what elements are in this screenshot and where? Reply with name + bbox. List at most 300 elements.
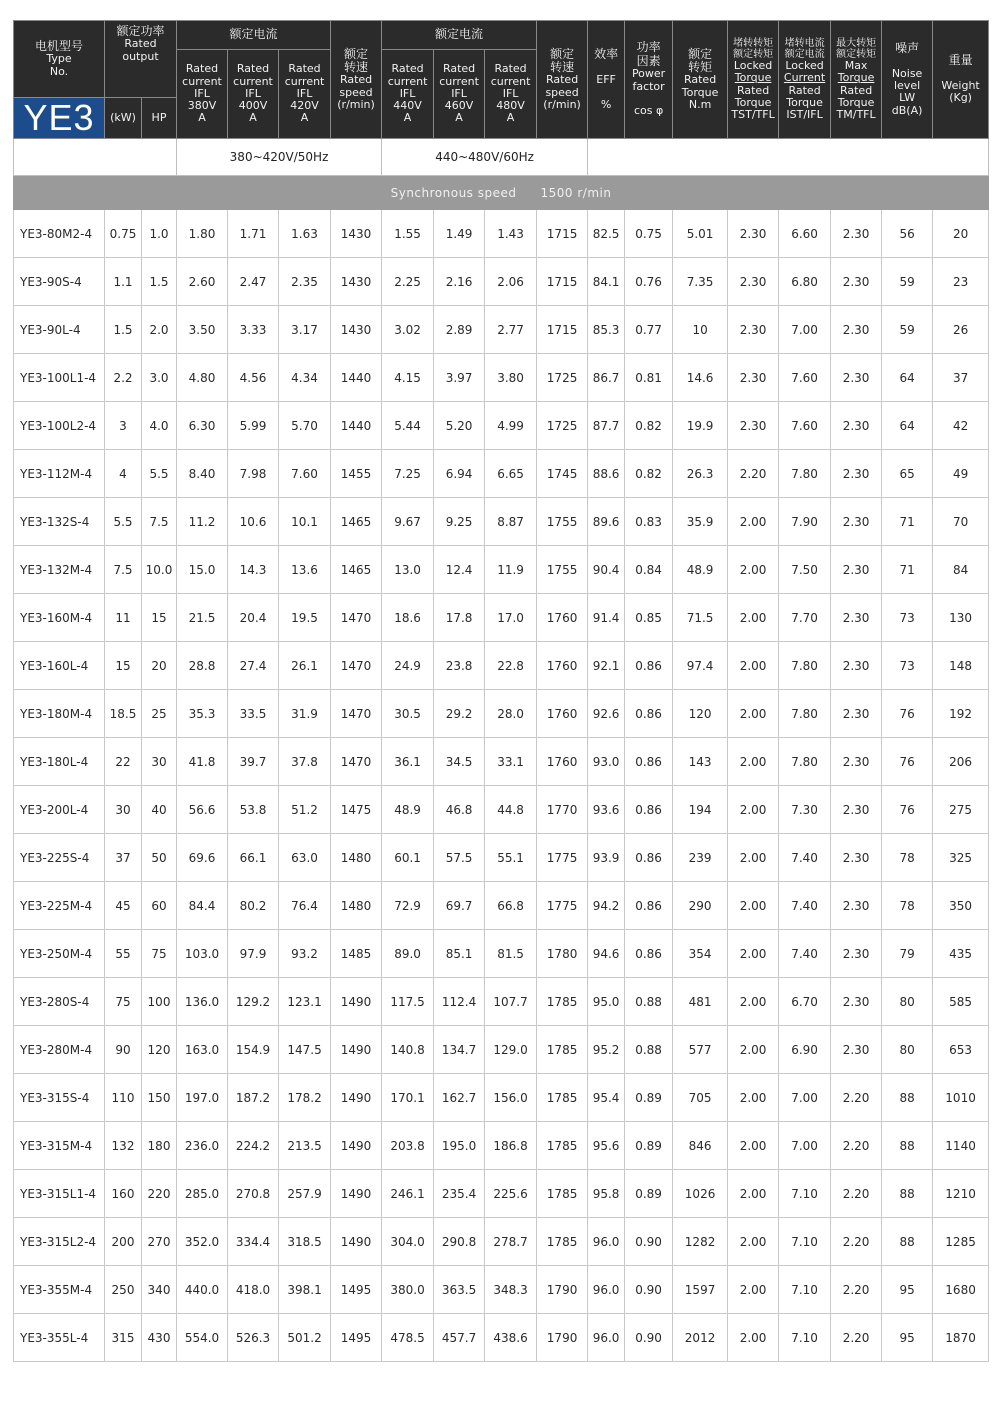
cell-tm_tfl: 2.30: [831, 834, 882, 882]
table-row: [14, 450, 989, 498]
cell-i460: 12.4: [434, 546, 485, 594]
cell-i440: 3.02: [382, 306, 434, 354]
cell-ist_ifl: 7.40: [779, 834, 831, 882]
cell-tst_tfl: 2.00: [728, 1314, 779, 1362]
cell-pf: 0.83: [625, 498, 673, 546]
spec-rows: [14, 210, 989, 1362]
cell-speed50: 1495: [331, 1266, 382, 1314]
cell-pf: 0.90: [625, 1266, 673, 1314]
cell-kw: 15: [105, 642, 142, 690]
cell-kw: 200: [105, 1218, 142, 1266]
header-current-400v: Rated current IFL 400V A: [228, 50, 279, 139]
cell-i480: 225.6: [485, 1170, 537, 1218]
cell-type: YE3-315L1-4: [14, 1170, 105, 1218]
cell-kw: 22: [105, 738, 142, 786]
cell-speed60: 1790: [537, 1266, 588, 1314]
cell-i400: 7.98: [228, 450, 279, 498]
cell-hp: 60: [142, 882, 177, 930]
cell-speed60: 1775: [537, 834, 588, 882]
cell-speed50: 1495: [331, 1314, 382, 1362]
cell-torque: 120: [673, 690, 728, 738]
cell-i460: 457.7: [434, 1314, 485, 1362]
cell-noise: 65: [882, 450, 933, 498]
cell-ist_ifl: 7.60: [779, 354, 831, 402]
cell-torque: 7.35: [673, 258, 728, 306]
table-row: [14, 306, 989, 354]
cell-weight: 1870: [933, 1314, 989, 1362]
table-row: [14, 834, 989, 882]
table-row: [14, 930, 989, 978]
cell-i440: 7.25: [382, 450, 434, 498]
cell-noise: 80: [882, 978, 933, 1026]
header-type: 电机型号 Type No.: [14, 21, 105, 98]
cell-kw: 0.75: [105, 210, 142, 258]
cell-pf: 0.86: [625, 642, 673, 690]
cell-i480: 11.9: [485, 546, 537, 594]
cell-i460: 17.8: [434, 594, 485, 642]
cell-ist_ifl: 7.70: [779, 594, 831, 642]
cell-i460: 69.7: [434, 882, 485, 930]
cell-i380: 28.8: [177, 642, 228, 690]
cell-eff: 96.0: [588, 1218, 625, 1266]
cell-hp: 25: [142, 690, 177, 738]
cell-i480: 2.06: [485, 258, 537, 306]
cell-pf: 0.88: [625, 1026, 673, 1074]
table-row: [14, 498, 989, 546]
series-logo-ye3: YE3: [14, 97, 105, 138]
cell-i420: 1.63: [279, 210, 331, 258]
cell-torque: 97.4: [673, 642, 728, 690]
cell-type: YE3-315M-4: [14, 1122, 105, 1170]
cell-speed50: 1470: [331, 642, 382, 690]
cell-ist_ifl: 6.70: [779, 978, 831, 1026]
subheader-blank-right: [588, 139, 989, 176]
cell-i400: 97.9: [228, 930, 279, 978]
cell-eff: 94.6: [588, 930, 625, 978]
cell-i420: 178.2: [279, 1074, 331, 1122]
cell-type: YE3-132M-4: [14, 546, 105, 594]
cell-weight: 1285: [933, 1218, 989, 1266]
cell-tm_tfl: 2.20: [831, 1266, 882, 1314]
cell-weight: 1010: [933, 1074, 989, 1122]
cell-speed50: 1430: [331, 258, 382, 306]
cell-torque: 143: [673, 738, 728, 786]
cell-torque: 10: [673, 306, 728, 354]
table-row: [14, 210, 989, 258]
cell-hp: 270: [142, 1218, 177, 1266]
cell-i440: 24.9: [382, 642, 434, 690]
cell-hp: 120: [142, 1026, 177, 1074]
cell-i400: 187.2: [228, 1074, 279, 1122]
cell-i420: 398.1: [279, 1266, 331, 1314]
cell-pf: 0.86: [625, 786, 673, 834]
cell-hp: 15: [142, 594, 177, 642]
cell-speed60: 1755: [537, 546, 588, 594]
cell-ist_ifl: 7.00: [779, 306, 831, 354]
cell-noise: 64: [882, 354, 933, 402]
cell-weight: 26: [933, 306, 989, 354]
cell-speed60: 1715: [537, 306, 588, 354]
table-row: [14, 978, 989, 1026]
cell-i380: 1.80: [177, 210, 228, 258]
cell-tst_tfl: 2.00: [728, 1266, 779, 1314]
cell-i480: 4.99: [485, 402, 537, 450]
cell-eff: 93.9: [588, 834, 625, 882]
cell-eff: 95.0: [588, 978, 625, 1026]
cell-i440: 140.8: [382, 1026, 434, 1074]
cell-i380: 103.0: [177, 930, 228, 978]
cell-speed60: 1760: [537, 642, 588, 690]
cell-ist_ifl: 7.80: [779, 450, 831, 498]
cell-i460: 290.8: [434, 1218, 485, 1266]
cell-pf: 0.86: [625, 738, 673, 786]
cell-ist_ifl: 7.40: [779, 930, 831, 978]
cell-i420: 13.6: [279, 546, 331, 594]
cell-kw: 3: [105, 402, 142, 450]
cell-i440: 13.0: [382, 546, 434, 594]
cell-speed50: 1490: [331, 1170, 382, 1218]
cell-kw: 90: [105, 1026, 142, 1074]
cell-i420: 31.9: [279, 690, 331, 738]
cell-type: YE3-160L-4: [14, 642, 105, 690]
cell-type: YE3-112M-4: [14, 450, 105, 498]
cell-noise: 76: [882, 690, 933, 738]
cell-hp: 4.0: [142, 402, 177, 450]
cell-speed50: 1480: [331, 882, 382, 930]
cell-speed60: 1785: [537, 1218, 588, 1266]
cell-type: YE3-132S-4: [14, 498, 105, 546]
motor-spec-sheet: [13, 20, 989, 1362]
cell-i460: 46.8: [434, 786, 485, 834]
cell-pf: 0.76: [625, 258, 673, 306]
cell-ist_ifl: 7.80: [779, 738, 831, 786]
cell-i420: 51.2: [279, 786, 331, 834]
cell-tm_tfl: 2.20: [831, 1122, 882, 1170]
cell-tst_tfl: 2.30: [728, 258, 779, 306]
cell-noise: 56: [882, 210, 933, 258]
cell-eff: 84.1: [588, 258, 625, 306]
cell-noise: 88: [882, 1170, 933, 1218]
cell-speed60: 1790: [537, 1314, 588, 1362]
cell-speed60: 1715: [537, 258, 588, 306]
cell-tst_tfl: 2.00: [728, 834, 779, 882]
cell-pf: 0.90: [625, 1314, 673, 1362]
header-current-460v: Rated current IFL 460V A: [434, 50, 485, 139]
cell-i400: 10.6: [228, 498, 279, 546]
cell-tm_tfl: 2.20: [831, 1074, 882, 1122]
cell-pf: 0.82: [625, 450, 673, 498]
cell-torque: 48.9: [673, 546, 728, 594]
cell-i400: 3.33: [228, 306, 279, 354]
cell-hp: 100: [142, 978, 177, 1026]
cell-i480: 8.87: [485, 498, 537, 546]
cell-kw: 160: [105, 1170, 142, 1218]
cell-i480: 22.8: [485, 642, 537, 690]
cell-eff: 96.0: [588, 1314, 625, 1362]
cell-kw: 250: [105, 1266, 142, 1314]
cell-pf: 0.86: [625, 690, 673, 738]
cell-hp: 150: [142, 1074, 177, 1122]
cell-kw: 18.5: [105, 690, 142, 738]
cell-tst_tfl: 2.00: [728, 594, 779, 642]
cell-speed60: 1785: [537, 1026, 588, 1074]
cell-i460: 134.7: [434, 1026, 485, 1074]
table-row: [14, 1074, 989, 1122]
cell-eff: 92.1: [588, 642, 625, 690]
cell-pf: 0.81: [625, 354, 673, 402]
cell-type: YE3-355M-4: [14, 1266, 105, 1314]
header-current-480v: Rated current IFL 480V A: [485, 50, 537, 139]
cell-tm_tfl: 2.30: [831, 1026, 882, 1074]
cell-tm_tfl: 2.30: [831, 450, 882, 498]
cell-type: YE3-180L-4: [14, 738, 105, 786]
cell-i420: 19.5: [279, 594, 331, 642]
cell-speed60: 1770: [537, 786, 588, 834]
cell-i460: 162.7: [434, 1074, 485, 1122]
cell-torque: 577: [673, 1026, 728, 1074]
table-row: [14, 1122, 989, 1170]
cell-i400: 39.7: [228, 738, 279, 786]
cell-noise: 88: [882, 1122, 933, 1170]
cell-torque: 846: [673, 1122, 728, 1170]
cell-noise: 73: [882, 594, 933, 642]
cell-torque: 26.3: [673, 450, 728, 498]
cell-speed50: 1490: [331, 1218, 382, 1266]
cell-i380: 352.0: [177, 1218, 228, 1266]
cell-ist_ifl: 7.50: [779, 546, 831, 594]
spec-table: [13, 20, 989, 1362]
cell-noise: 88: [882, 1218, 933, 1266]
cell-tst_tfl: 2.20: [728, 450, 779, 498]
cell-i420: 10.1: [279, 498, 331, 546]
cell-i420: 93.2: [279, 930, 331, 978]
cell-i460: 29.2: [434, 690, 485, 738]
header-kw: (kW): [105, 97, 142, 138]
cell-i400: 33.5: [228, 690, 279, 738]
header-current-440v: Rated current IFL 440V A: [382, 50, 434, 139]
cell-i480: 3.80: [485, 354, 537, 402]
cell-i400: 270.8: [228, 1170, 279, 1218]
cell-i460: 5.20: [434, 402, 485, 450]
cell-torque: 290: [673, 882, 728, 930]
cell-i440: 304.0: [382, 1218, 434, 1266]
cell-i460: 85.1: [434, 930, 485, 978]
cell-i380: 285.0: [177, 1170, 228, 1218]
cell-hp: 50: [142, 834, 177, 882]
cell-hp: 75: [142, 930, 177, 978]
synchronous-speed-value: 1500 r/min: [540, 185, 612, 200]
cell-ist_ifl: 7.10: [779, 1314, 831, 1362]
cell-speed60: 1725: [537, 354, 588, 402]
cell-type: YE3-90S-4: [14, 258, 105, 306]
cell-hp: 1.5: [142, 258, 177, 306]
cell-i420: 318.5: [279, 1218, 331, 1266]
table-row: [14, 1026, 989, 1074]
cell-i380: 56.6: [177, 786, 228, 834]
cell-i380: 197.0: [177, 1074, 228, 1122]
cell-tm_tfl: 2.30: [831, 690, 882, 738]
cell-i400: 53.8: [228, 786, 279, 834]
cell-i400: 2.47: [228, 258, 279, 306]
table-row: [14, 1314, 989, 1362]
header-rated-output: 额定功率 Rated output: [105, 21, 177, 98]
cell-weight: 20: [933, 210, 989, 258]
table-row: [14, 258, 989, 306]
cell-speed50: 1455: [331, 450, 382, 498]
cell-ist_ifl: 7.90: [779, 498, 831, 546]
cell-noise: 78: [882, 834, 933, 882]
cell-type: YE3-80M2-4: [14, 210, 105, 258]
cell-weight: 42: [933, 402, 989, 450]
cell-tm_tfl: 2.20: [831, 1218, 882, 1266]
cell-i420: 147.5: [279, 1026, 331, 1074]
cell-i480: 28.0: [485, 690, 537, 738]
cell-i380: 35.3: [177, 690, 228, 738]
cell-type: YE3-280S-4: [14, 978, 105, 1026]
cell-tm_tfl: 2.30: [831, 258, 882, 306]
cell-ist_ifl: 6.60: [779, 210, 831, 258]
cell-eff: 82.5: [588, 210, 625, 258]
cell-i440: 72.9: [382, 882, 434, 930]
cell-hp: 10.0: [142, 546, 177, 594]
cell-speed50: 1490: [331, 1122, 382, 1170]
cell-eff: 92.6: [588, 690, 625, 738]
cell-speed50: 1475: [331, 786, 382, 834]
cell-type: YE3-315L2-4: [14, 1218, 105, 1266]
cell-tm_tfl: 2.30: [831, 354, 882, 402]
cell-i480: 2.77: [485, 306, 537, 354]
synchronous-speed-banner: [14, 176, 989, 210]
cell-pf: 0.77: [625, 306, 673, 354]
cell-i380: 11.2: [177, 498, 228, 546]
cell-i380: 2.60: [177, 258, 228, 306]
cell-type: YE3-225S-4: [14, 834, 105, 882]
cell-pf: 0.75: [625, 210, 673, 258]
cell-i460: 57.5: [434, 834, 485, 882]
cell-i420: 2.35: [279, 258, 331, 306]
cell-kw: 1.1: [105, 258, 142, 306]
cell-tm_tfl: 2.20: [831, 1314, 882, 1362]
cell-speed50: 1440: [331, 354, 382, 402]
cell-i480: 66.8: [485, 882, 537, 930]
cell-torque: 1282: [673, 1218, 728, 1266]
cell-speed50: 1490: [331, 978, 382, 1026]
cell-weight: 435: [933, 930, 989, 978]
cell-speed60: 1760: [537, 690, 588, 738]
header-rated-torque: 额定 转矩 Rated Torque N.m: [673, 21, 728, 139]
cell-tst_tfl: 2.00: [728, 1218, 779, 1266]
cell-i460: 3.97: [434, 354, 485, 402]
header-current-380v: Rated current IFL 380V A: [177, 50, 228, 139]
cell-kw: 315: [105, 1314, 142, 1362]
cell-eff: 95.4: [588, 1074, 625, 1122]
cell-i440: 48.9: [382, 786, 434, 834]
cell-torque: 5.01: [673, 210, 728, 258]
cell-speed60: 1760: [537, 738, 588, 786]
cell-i480: 278.7: [485, 1218, 537, 1266]
cell-speed60: 1780: [537, 930, 588, 978]
cell-hp: 20: [142, 642, 177, 690]
cell-weight: 130: [933, 594, 989, 642]
cell-i400: 154.9: [228, 1026, 279, 1074]
table-row: [14, 882, 989, 930]
cell-weight: 325: [933, 834, 989, 882]
cell-tst_tfl: 2.00: [728, 1170, 779, 1218]
table-row: [14, 786, 989, 834]
cell-i440: 2.25: [382, 258, 434, 306]
cell-tst_tfl: 2.00: [728, 930, 779, 978]
cell-i400: 129.2: [228, 978, 279, 1026]
cell-i380: 163.0: [177, 1026, 228, 1074]
cell-speed50: 1440: [331, 402, 382, 450]
cell-kw: 55: [105, 930, 142, 978]
cell-tst_tfl: 2.30: [728, 354, 779, 402]
cell-type: YE3-90L-4: [14, 306, 105, 354]
cell-i380: 554.0: [177, 1314, 228, 1362]
cell-eff: 93.0: [588, 738, 625, 786]
cell-eff: 90.4: [588, 546, 625, 594]
cell-torque: 705: [673, 1074, 728, 1122]
cell-i400: 4.56: [228, 354, 279, 402]
cell-torque: 19.9: [673, 402, 728, 450]
cell-i400: 66.1: [228, 834, 279, 882]
header-weight: 重量 Weight (Kg): [933, 21, 989, 139]
cell-i420: 123.1: [279, 978, 331, 1026]
cell-torque: 2012: [673, 1314, 728, 1362]
cell-tm_tfl: 2.30: [831, 642, 882, 690]
cell-i460: 1.49: [434, 210, 485, 258]
cell-tst_tfl: 2.00: [728, 738, 779, 786]
cell-i380: 41.8: [177, 738, 228, 786]
cell-i440: 380.0: [382, 1266, 434, 1314]
cell-tm_tfl: 2.30: [831, 498, 882, 546]
cell-hp: 3.0: [142, 354, 177, 402]
cell-speed50: 1490: [331, 1026, 382, 1074]
cell-i440: 1.55: [382, 210, 434, 258]
cell-ist_ifl: 7.00: [779, 1122, 831, 1170]
cell-noise: 95: [882, 1266, 933, 1314]
subheader-blank: [14, 139, 177, 176]
cell-i480: 17.0: [485, 594, 537, 642]
header-current-group-60hz: 额定电流: [382, 21, 537, 50]
cell-pf: 0.82: [625, 402, 673, 450]
cell-i480: 33.1: [485, 738, 537, 786]
cell-torque: 239: [673, 834, 728, 882]
cell-i420: 3.17: [279, 306, 331, 354]
cell-i420: 76.4: [279, 882, 331, 930]
cell-i460: 34.5: [434, 738, 485, 786]
cell-i400: 14.3: [228, 546, 279, 594]
cell-eff: 93.6: [588, 786, 625, 834]
cell-ist_ifl: 7.80: [779, 642, 831, 690]
cell-i400: 20.4: [228, 594, 279, 642]
cell-weight: 1210: [933, 1170, 989, 1218]
cell-tm_tfl: 2.30: [831, 546, 882, 594]
cell-speed60: 1745: [537, 450, 588, 498]
cell-noise: 95: [882, 1314, 933, 1362]
cell-noise: 64: [882, 402, 933, 450]
cell-i480: 6.65: [485, 450, 537, 498]
table-row: [14, 1170, 989, 1218]
cell-i380: 21.5: [177, 594, 228, 642]
cell-i400: 224.2: [228, 1122, 279, 1170]
header-locked-torque: 堵转转矩 额定转矩 Locked Torque Rated Torque TST/TFL: [728, 21, 779, 139]
table-row: [14, 594, 989, 642]
cell-torque: 354: [673, 930, 728, 978]
cell-eff: 95.2: [588, 1026, 625, 1074]
cell-noise: 79: [882, 930, 933, 978]
cell-i380: 136.0: [177, 978, 228, 1026]
